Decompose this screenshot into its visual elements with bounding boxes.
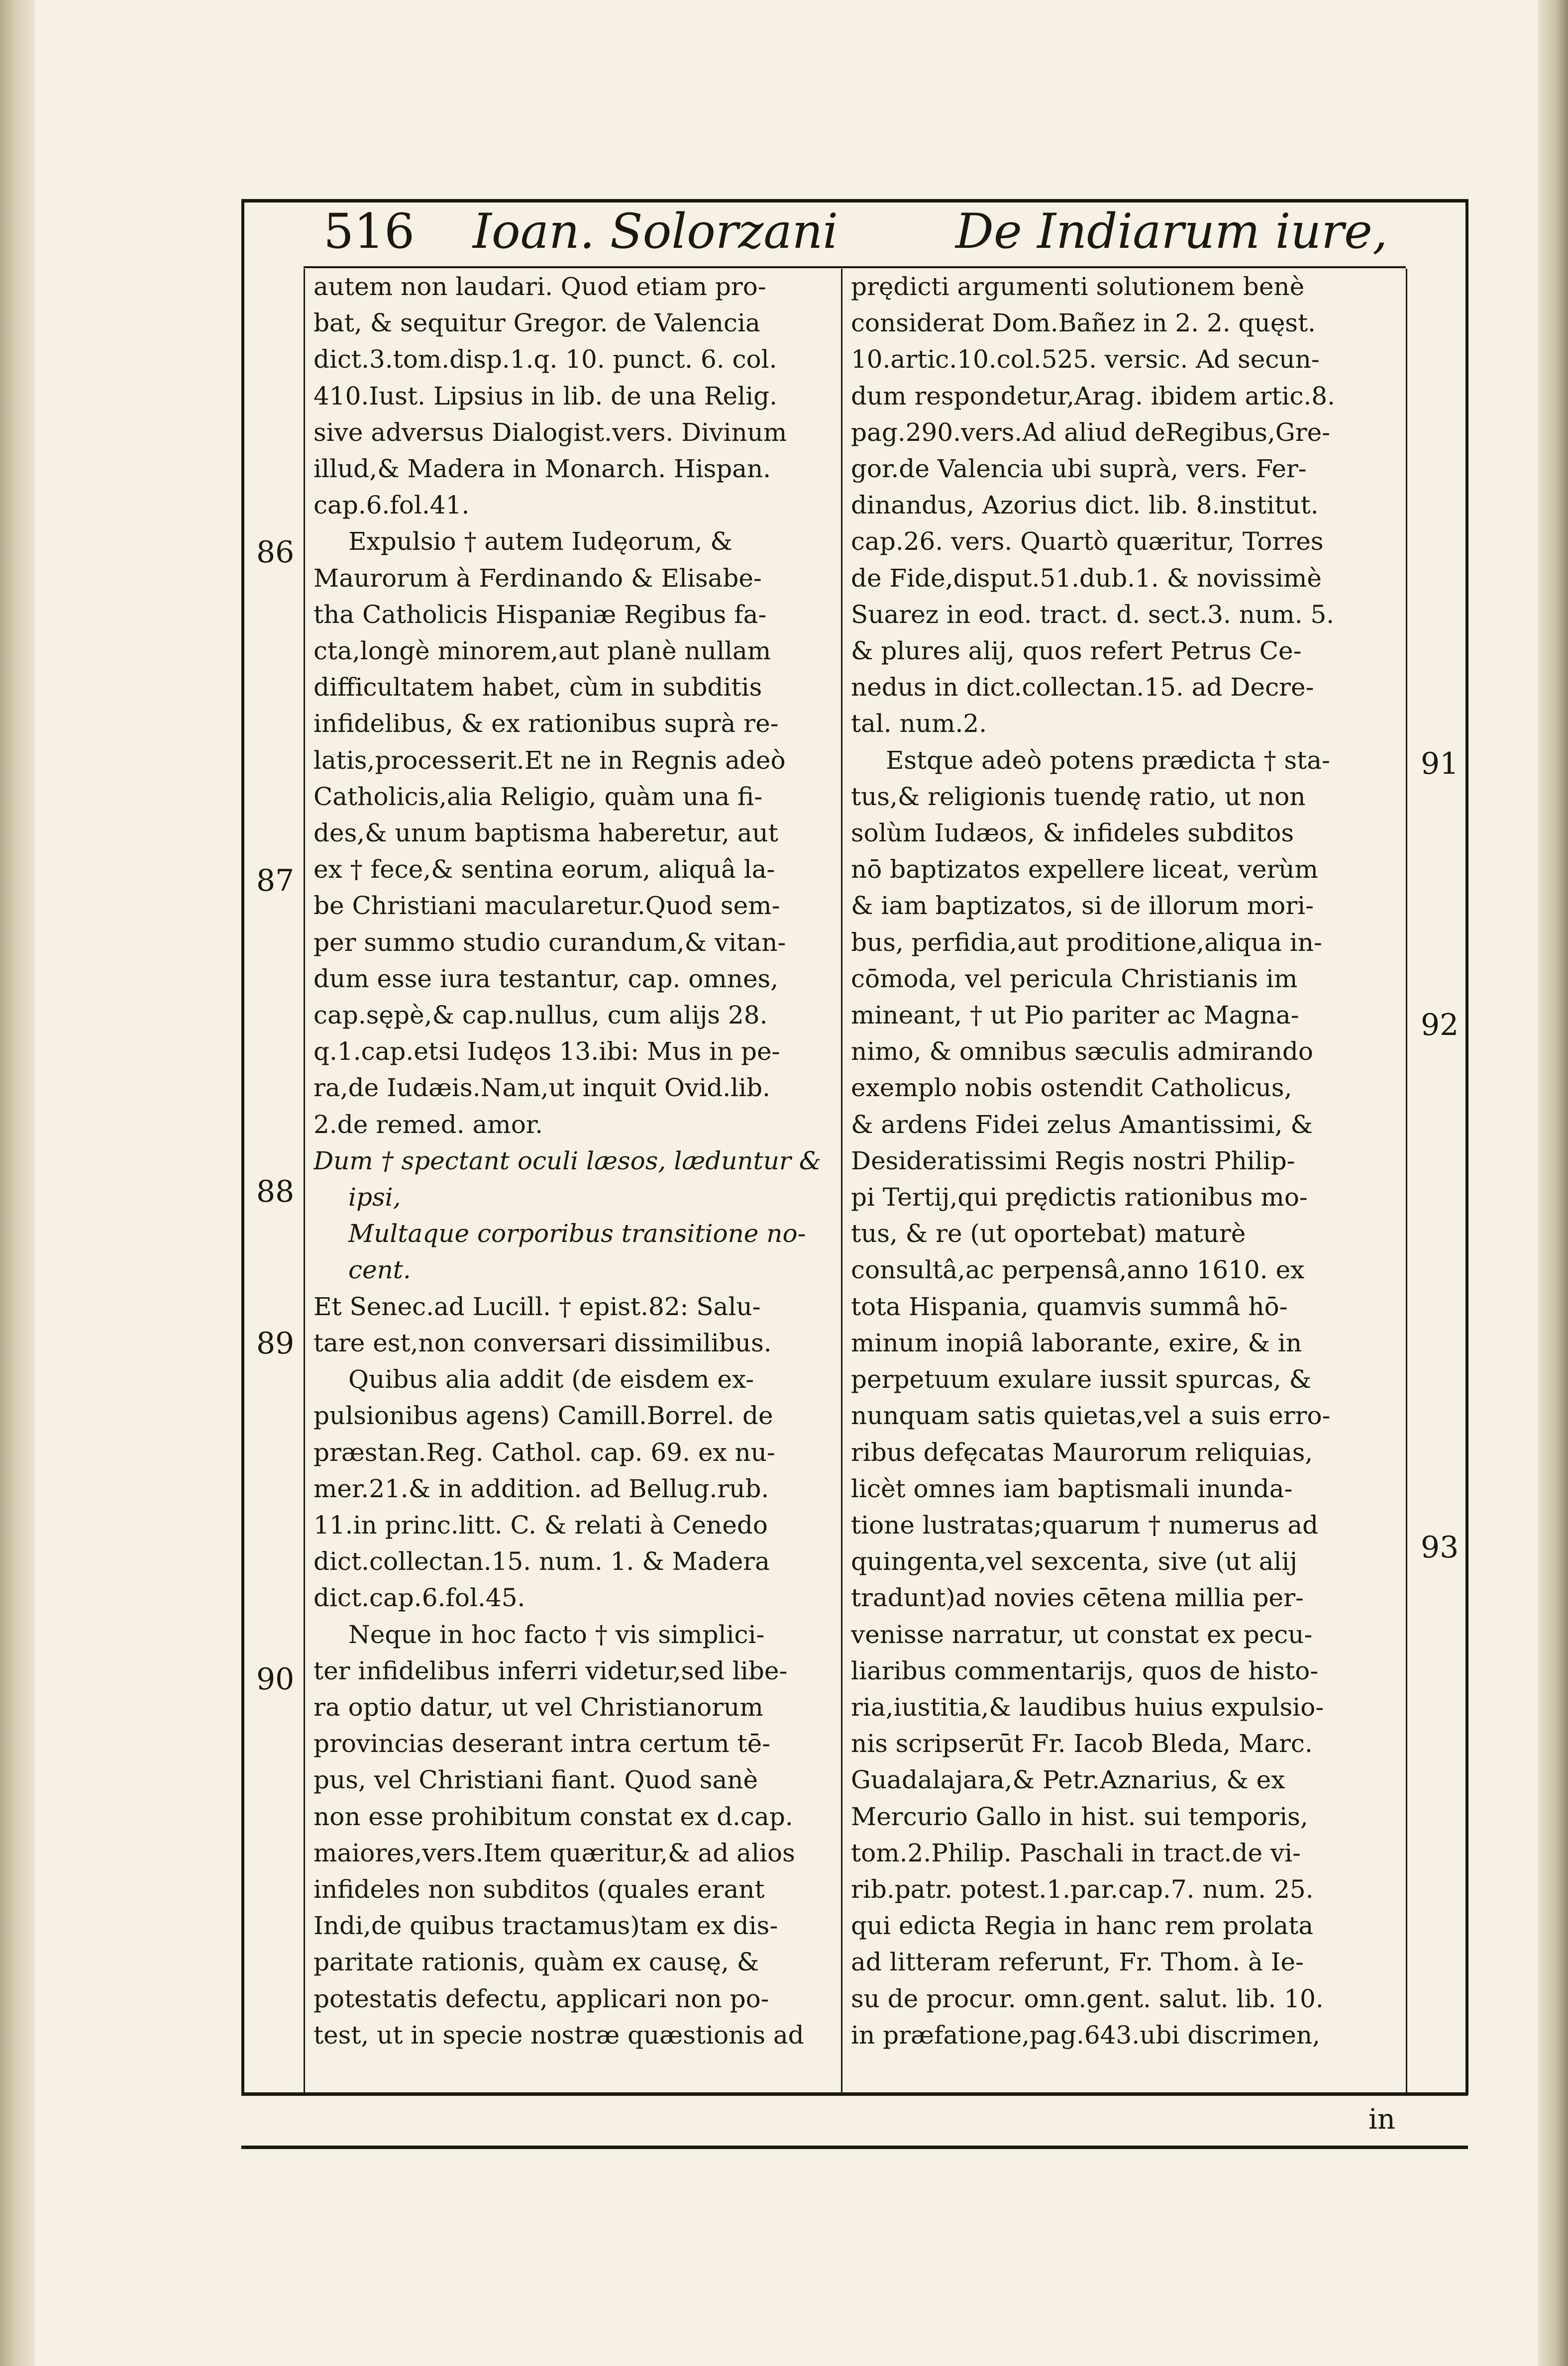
text-line: Suarez in eod. tract. d. sect.3. num. 5.	[851, 600, 1335, 629]
inner-left-rule	[304, 269, 305, 2095]
verse-line: Dum † spectant oculi læsos, læduntur &	[314, 1146, 822, 1175]
text-line: Neque in hoc facto † vis simplici-	[348, 1620, 765, 1649]
text-line: Catholicis,alia Religio, quàm una fi-	[314, 782, 763, 811]
text-line: & ardens Fidei zelus Amantissimi, &	[851, 1110, 1313, 1139]
text-line: ter infidelibus inferri videtur,sed libe-	[314, 1656, 788, 1685]
text-line: Expulsio † autem Iudęorum, &	[348, 527, 732, 556]
frame-right-rule	[1465, 199, 1468, 2095]
text-line: Desideratissimi Regis nostri Philip-	[851, 1146, 1295, 1175]
text-line: nis scripserūt Fr. Iacob Bleda, Marc.	[851, 1729, 1313, 1758]
text-line: ex † fece,& sentina eorum, aliquâ la-	[314, 855, 775, 884]
text-line: dum respondetur,Arag. ibidem artic.8.	[851, 381, 1336, 411]
text-line: 10.artic.10.col.525. versic. Ad secun-	[851, 345, 1320, 374]
text-line: rib.patr. potest.1.par.cap.7. num. 25.	[851, 1874, 1314, 1904]
text-line: 11.in princ.litt. C. & relati à Cenedo	[314, 1510, 768, 1540]
margin-number-left: 90	[256, 1662, 295, 1697]
text-line: non esse prohibitum constat ex d.cap.	[314, 1802, 793, 1831]
text-line: cta,longè minorem,aut planè nullam	[314, 636, 771, 666]
text-line: & iam baptizatos, si de illorum mori-	[851, 891, 1314, 921]
margin-number-left: 88	[256, 1174, 295, 1209]
text-line: tradunt)ad novies cētena millia per-	[851, 1583, 1304, 1613]
text-line: provincias deserant intra certum tē-	[314, 1729, 771, 1758]
text-line: Maurorum à Ferdinando & Elisabe-	[314, 563, 762, 593]
text-line: nunquam satis quietas,vel a suis erro-	[851, 1401, 1331, 1431]
text-line: 410.Iust. Lipsius in lib. de una Relig.	[314, 381, 778, 411]
margin-number-right: 93	[1421, 1530, 1459, 1565]
margin-number-left: 87	[256, 863, 295, 898]
text-line: Indi,de quibus tractamus)tam ex dis-	[314, 1911, 778, 1941]
text-line: venisse narratur, ut constat ex pecu-	[851, 1620, 1313, 1649]
text-line: sive adversus Dialogist.vers. Divinum	[314, 417, 787, 447]
text-line: su de procur. omn.gent. salut. lib. 10.	[851, 1984, 1324, 2013]
text-line: de Fide,disput.51.dub.1. & novissimè	[851, 563, 1322, 593]
text-line: nedus in dict.collectan.15. ad Decre-	[851, 673, 1314, 702]
text-line: difficultatem habet, cùm in subditis	[314, 673, 762, 702]
verse-line: cent.	[348, 1255, 411, 1285]
text-line: cap.sępè,& cap.nullus, cum alijs 28.	[314, 1001, 768, 1030]
text-line: quingenta,vel sexcenta, sive (ut alij	[851, 1547, 1298, 1576]
text-line: be Christiani macularetur.Quod sem-	[314, 891, 780, 921]
text-line: paritate rationis, quàm ex causę, &	[314, 1948, 759, 1977]
text-line: ribus defęcatas Maurorum reliquias,	[851, 1438, 1313, 1467]
text-line: mineant, † ut Pio pariter ac Magna-	[851, 1001, 1299, 1030]
text-line: gor.de Valencia ubi suprà, vers. Fer-	[851, 454, 1307, 484]
text-line: Quibus alia addit (de eisdem ex-	[348, 1365, 754, 1394]
text-line: pulsionibus agens) Camill.Borrel. de	[314, 1401, 773, 1431]
text-line: & plures alij, quos refert Petrus Ce-	[851, 636, 1302, 666]
text-line: cap.26. vers. Quartò quæritur, Torres	[851, 527, 1324, 556]
margin-number-left: 89	[256, 1326, 295, 1361]
text-line: autem non laudari. Quod etiam pro-	[314, 272, 766, 301]
text-line: infideles non subditos (quales erant	[314, 1874, 765, 1904]
text-line: Guadalajara,& Petr.Aznarius, & ex	[851, 1765, 1285, 1795]
text-line: pag.290.vers.Ad aliud deRegibus,Gre-	[851, 417, 1331, 447]
text-line: q.1.cap.etsi Iudęos 13.ibi: Mus in pe-	[314, 1037, 780, 1066]
text-line: mer.21.& in addition. ad Bellug.rub.	[314, 1474, 769, 1503]
margin-number-right: 92	[1421, 1008, 1459, 1042]
text-line: ra,de Iudæis.Nam,ut inquit Ovid.lib.	[314, 1073, 771, 1103]
text-line: 2.de remed. amor.	[314, 1110, 543, 1139]
text-line: illud,& Madera in Monarch. Hispan.	[314, 454, 771, 484]
right-text-column	[851, 269, 1403, 2095]
text-line: bat, & sequitur Gregor. de Valencia	[314, 309, 760, 338]
text-line: potestatis defectu, applicari non po-	[314, 1984, 769, 2013]
text-line: tom.2.Philip. Paschali in tract.de vi-	[851, 1838, 1301, 1867]
text-line: ra optio datur, ut vel Christianorum	[314, 1692, 763, 1722]
text-line: des,& unum baptisma haberetur, aut	[314, 819, 778, 848]
text-line: perpetuum exulare iussit spurcas, &	[851, 1365, 1312, 1394]
verse-line: Multaque corporibus transitione no-	[348, 1219, 806, 1248]
catchword: in	[1368, 2103, 1395, 2136]
text-line: liaribus commentarijs, quos de histo-	[851, 1656, 1319, 1685]
text-line: in præfatione,pag.643.ubi discrimen,	[851, 2020, 1320, 2050]
text-line: Mercurio Gallo in hist. sui temporis,	[851, 1802, 1308, 1831]
text-line: tha Catholicis Hispaniæ Regibus fa-	[314, 600, 767, 629]
text-line: considerat Dom.Bañez in 2. 2. quęst.	[851, 309, 1316, 338]
text-line: tal. num.2.	[851, 709, 987, 738]
text-line: dict.collectan.15. num. 1. & Madera	[314, 1547, 770, 1576]
inner-right-rule	[1406, 269, 1407, 2095]
text-line: cap.6.fol.41.	[314, 491, 470, 520]
text-line: infidelibus, & ex rationibus suprà re-	[314, 709, 779, 738]
text-line: maiores,vers.Item quæritur,& ad alios	[314, 1838, 795, 1867]
running-title: De Indiarum iure,	[955, 204, 1388, 259]
text-line: licèt omnes iam baptismali inunda-	[851, 1474, 1293, 1503]
verse-line: ipsi,	[348, 1183, 401, 1212]
text-line: ad litteram referunt, Fr. Thom. à Ie-	[851, 1948, 1304, 1977]
text-line: consultâ,ac perpensâ,anno 1610. ex	[851, 1255, 1305, 1285]
text-line: pus, vel Christiani fiant. Quod sanè	[314, 1765, 758, 1795]
text-line: Estque adeò potens prædicta † sta-	[886, 745, 1330, 775]
text-line: præstan.Reg. Cathol. cap. 69. ex nu-	[314, 1438, 775, 1467]
left-text-column	[314, 269, 836, 2095]
text-line: prędicti argumenti solutionem benè	[851, 272, 1305, 301]
frame-header-rule	[304, 266, 1406, 268]
book-binding-shadow	[0, 0, 35, 2366]
text-line: Et Senec.ad Lucill. † epist.82: Salu-	[314, 1292, 761, 1321]
text-line: nimo, & omnibus sæculis admirando	[851, 1037, 1314, 1066]
column-divider-rule	[841, 269, 842, 2095]
text-line: minum inopiâ laborante, exire, & in	[851, 1328, 1302, 1357]
margin-number-left: 86	[256, 535, 295, 570]
frame-left-rule	[241, 199, 244, 2095]
text-line: tota Hispania, quamvis summâ hō-	[851, 1292, 1288, 1321]
running-author: Ioan. Solorzani	[473, 204, 838, 259]
text-line: dict.cap.6.fol.45.	[314, 1583, 525, 1613]
text-line: pi Tertij,qui prędictis rationibus mo-	[851, 1183, 1308, 1212]
footer-rule	[241, 2146, 1468, 2149]
text-line: ria,iustitia,& laudibus huius expulsio-	[851, 1692, 1324, 1722]
text-line: nō baptizatos expellere liceat, verùm	[851, 855, 1318, 884]
text-line: dict.3.tom.disp.1.q. 10. punct. 6. col.	[314, 345, 777, 374]
text-line: test, ut in specie nostræ quæstionis ad	[314, 2020, 804, 2050]
text-line: tare est,non conversari dissimilibus.	[314, 1328, 772, 1357]
text-line: exemplo nobis ostendit Catholicus,	[851, 1073, 1292, 1103]
text-line: per summo studio curandum,& vitan-	[314, 927, 786, 957]
text-line: cōmoda, vel pericula Christianis im	[851, 964, 1298, 993]
page-number: 516	[323, 204, 415, 259]
text-line: tione lustratas;quarum † numerus ad	[851, 1510, 1319, 1540]
text-line: tus,& religionis tuendę ratio, ut non	[851, 782, 1306, 811]
text-line: bus, perfidia,aut proditione,aliqua in-	[851, 927, 1322, 957]
text-line: solùm Iudæos, & infideles subditos	[851, 819, 1294, 848]
margin-number-right: 91	[1421, 746, 1459, 781]
text-line: dinandus, Azorius dict. lib. 8.institut.	[851, 491, 1319, 520]
text-line: dum esse iura testantur, cap. omnes,	[314, 964, 779, 993]
page-edge	[1538, 0, 1568, 2366]
text-line: qui edicta Regia in hanc rem prolata	[851, 1911, 1314, 1941]
text-line: tus, & re (ut oportebat) maturè	[851, 1219, 1246, 1248]
text-line: latis,processerit.Et ne in Regnis adeò	[314, 745, 786, 775]
